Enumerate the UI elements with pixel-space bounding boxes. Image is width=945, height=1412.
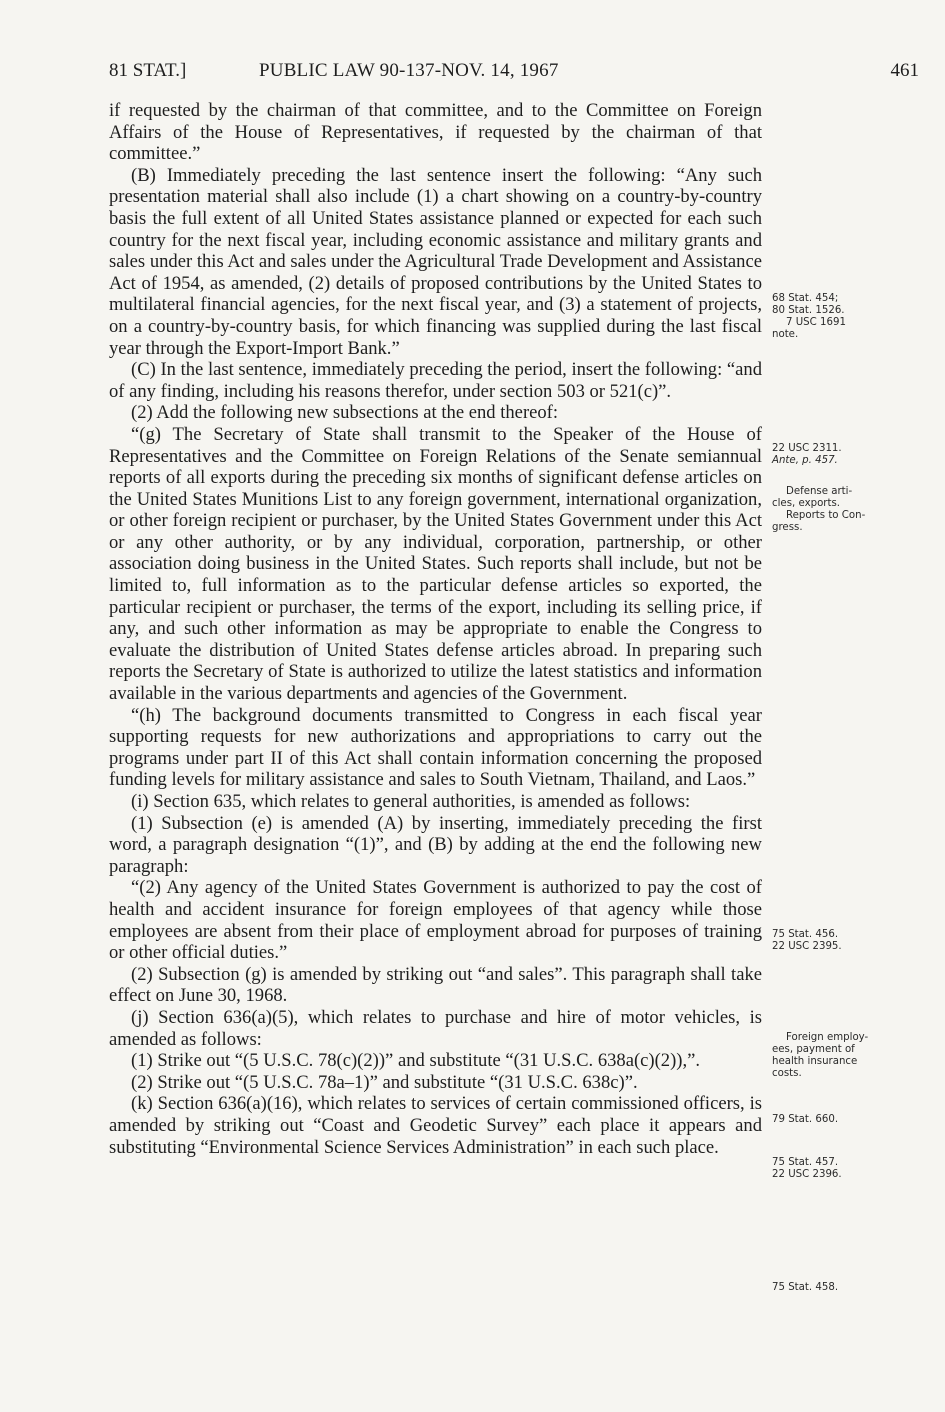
paragraph: (2) Add the following new subsections at the end thereof: <box>131 402 559 424</box>
margin-note-line: Ante, p. 457. <box>772 455 838 466</box>
paragraph: (1) Strike out “(5 U.S.C. 78(c)(2))” and substitute “(31 U.S.C. 638a(c)(2)),”. <box>131 1050 701 1072</box>
margin-note-line: 7 USC 1691 <box>786 317 846 328</box>
margin-heading <box>772 1032 912 1080</box>
paragraph: (1) Subsection (e) is amended (A) by inserting, immediately preceding the first word, a paragraph designation “(1)”, and (B) by adding at the end the following new paragraph: <box>109 812 762 877</box>
margin-citation <box>772 929 912 953</box>
margin-note-line: gress. <box>772 522 803 533</box>
paragraph: (2) Subsection (g) is amended by striking out “and sales”. This paragraph shall take effect on June 30, 1968. <box>109 963 762 1007</box>
paragraph: “(2) Any agency of the United States Government is authorized to pay the cost of health and accident insurance for foreign employees of that agency while those employees are absent from their place of employment abroad for purposes of training or other official duties.” <box>109 877 762 964</box>
margin-note-line: ees, payment of <box>772 1044 855 1055</box>
paragraph: (i) Section 635, which relates to general authorities, is amended as follows: <box>131 791 691 812</box>
paragraph: “(g) The Secretary of State shall transmit to the Speaker of the House of Representatives and the Committee on Foreign Relations of the Senate semiannual reports of all exports during the preceding six months of significant defense articles on the United States Munitions List to any foreign government, international organization, or other foreign recipient or purchaser, by the United States Government under this Act or any other authority, or by any individual, corporation, partnership, or other association doing business in the United States. Such reports shall include, but not be limited to, full information as to the particular defense articles so exported, the particular recipient or purchaser, the terms of the export, including its selling price, if any, and such other information as may be appropriate to enable the Congress to evaluate the distribution of United States defense articles abroad. In preparing such reports the Secretary of State is authorized to utilize the latest statistics and information available in the various departments and agencies of the Government. <box>109 423 762 705</box>
page-number: 461 <box>890 60 919 81</box>
paragraph: if requested by the chairman of that committee, and to the Committee on Foreign Affairs of the House of Representatives, if requested by the chairman of that committee.” <box>109 100 762 165</box>
margin-note-line: 75 Stat. 457. <box>772 1157 839 1168</box>
margin-note-line: 79 Stat. 660. <box>772 1114 839 1125</box>
running-title: PUBLIC LAW 90-137-NOV. 14, 1967 <box>259 60 559 81</box>
margin-note-line: cles, exports. <box>772 498 841 509</box>
paragraph: “(h) The background documents transmitted to Congress in each fiscal year supporting requests for new authorizations and appropriations to carry out the programs under part II of this Act shall contain information concerning the proposed funding levels for military assistance and sales to South Vietnam, Thailand, and Laos.” <box>109 704 762 791</box>
margin-note-line: Foreign employ- <box>786 1032 869 1043</box>
margin-note-line: 22 USC 2396. <box>772 1169 842 1180</box>
margin-note-line: costs. <box>772 1068 802 1079</box>
margin-citation <box>772 293 912 341</box>
paragraph: (k) Section 636(a)(16), which relates to services of certain commissioned officers, is amended by striking out “Coast and Geodetic Survey” each place it appears and substituting “Environmental Science Services Administration” in each such place. <box>109 1093 762 1158</box>
margin-note-line: health insurance <box>772 1056 858 1067</box>
margin-citation <box>772 1114 912 1126</box>
statute-volume-label: 81 STAT.] <box>109 60 187 81</box>
paragraph: (C) In the last sentence, immediately preceding the period, insert the following: “and of any finding, including his reasons therefor, under section 503 or 521(c)”. <box>109 359 762 402</box>
margin-note-line: Reports to Con- <box>786 510 866 521</box>
margin-citation <box>772 1157 912 1181</box>
paragraph: (j) Section 636(a)(5), which relates to purchase and hire of motor vehicles, is amended as follows: <box>109 1006 762 1050</box>
margin-note-line: 75 Stat. 458. <box>772 1282 839 1293</box>
paragraph: (2) Strike out “(5 U.S.C. 78a–1)” and substitute “(31 U.S.C. 638c)”. <box>131 1071 638 1093</box>
margin-heading <box>772 486 912 534</box>
page-header <box>109 60 919 86</box>
margin-citation <box>772 1282 912 1294</box>
margin-note-line: 75 Stat. 456. <box>772 929 839 940</box>
margin-note-line: note. <box>772 329 799 340</box>
margin-note-line: 80 Stat. 1526. <box>772 305 845 316</box>
margin-note-line: Defense arti- <box>786 486 853 497</box>
margin-note-line: 22 USC 2311. <box>772 443 842 454</box>
margin-citation <box>772 443 912 467</box>
margin-note-line: 22 USC 2395. <box>772 941 842 952</box>
paragraph: (B) Immediately preceding the last sentence insert the following: “Any such presentation material shall also include (1) a chart showing on a country-by-country basis the full extent of all United States assistance planned or expected for each such country for the next fiscal year, including economic assistance and military grants and sales under this Act and sales under the Agricultural Trade Development and Assistance Act of 1954, as amended, (2) details of proposed contributions by the United States to multilateral financial agencies, for the next fiscal year, and (3) a statement of projects, on a country-by-country basis, for which financing was supplied during the last fiscal year through the Export-Import Bank.” <box>109 164 762 359</box>
margin-note-line: 68 Stat. 454; <box>772 293 839 304</box>
main-text-column <box>109 100 762 1158</box>
